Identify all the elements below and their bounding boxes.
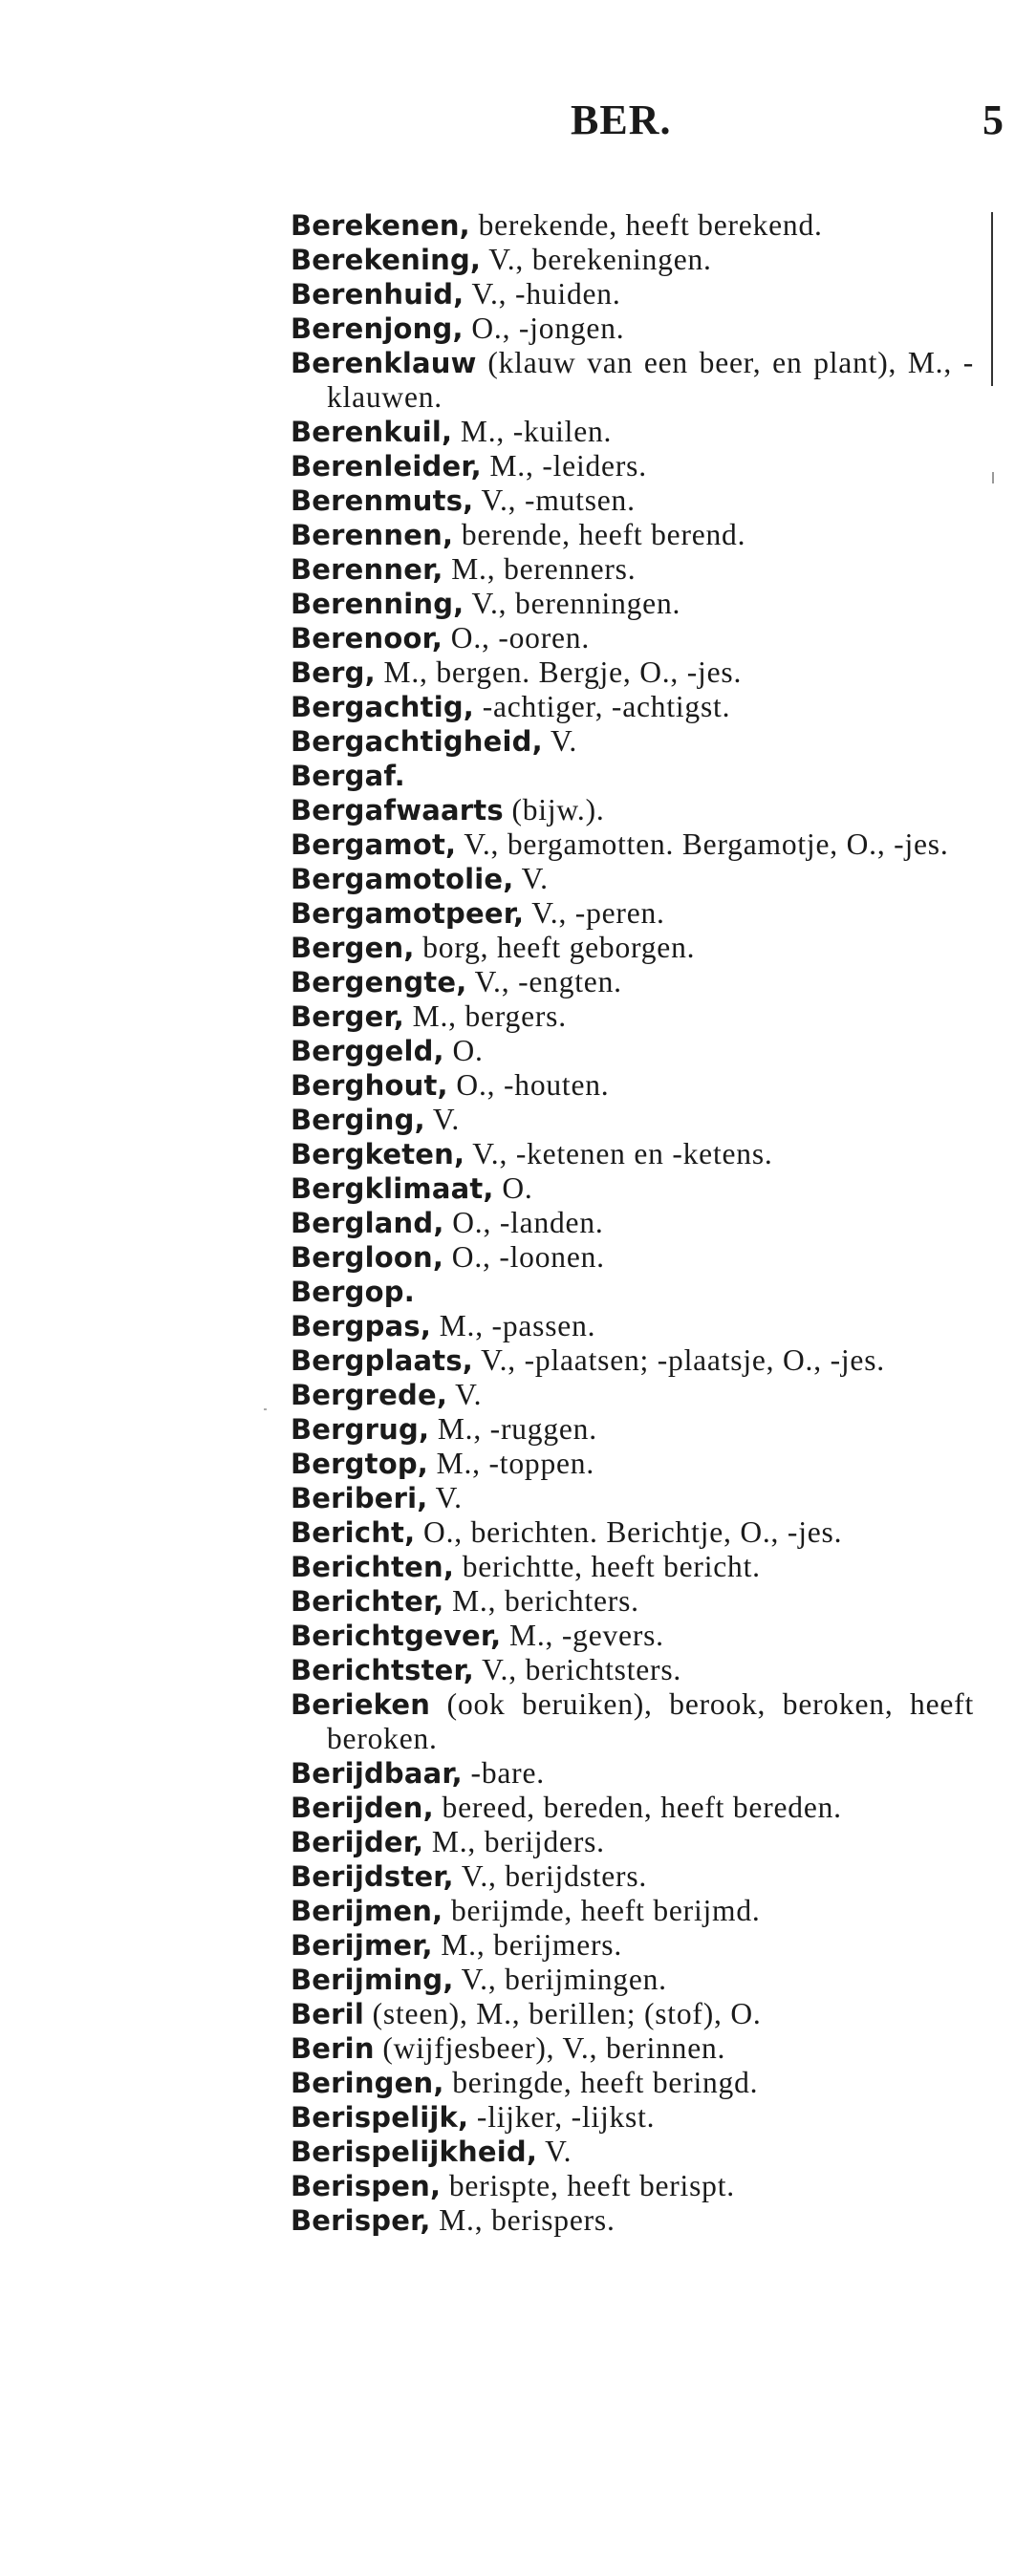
entry-definition: V.	[537, 2135, 572, 2168]
entry-headword: Berichter,	[291, 1585, 444, 1618]
dictionary-entry	[291, 827, 974, 862]
dictionary-entry	[291, 346, 974, 415]
entry-headword: Berispelijkheid,	[291, 2136, 538, 2168]
entry-headword: Bergloon,	[291, 1241, 444, 1274]
dictionary-entry	[291, 208, 974, 243]
entry-definition: bereed, bereden, heeft bereden.	[433, 1791, 842, 1824]
dictionary-entry	[291, 655, 974, 690]
dictionary-entry	[291, 1309, 974, 1343]
entry-definition: V., -peren.	[524, 896, 665, 930]
entry-definition: (klauw van een beer, en plant), M., -klauwen.	[327, 346, 974, 414]
entry-definition: berende, heeft berend.	[453, 518, 746, 551]
dictionary-entry	[291, 277, 974, 311]
entry-definition: O.	[493, 1171, 533, 1205]
entry-headword: Berispelijk,	[291, 2101, 469, 2134]
entry-headword: Bergamotpeer,	[291, 897, 525, 930]
entry-definition: O., berichten. Berichtje, O., -jes.	[415, 1515, 843, 1549]
entry-headword: Bergpas,	[291, 1310, 432, 1342]
entry-definition: V., -engten.	[466, 965, 622, 998]
entry-definition: (ook beruiken), berook, beroken, heeft beroken.	[327, 1687, 974, 1755]
entry-definition: V., berenningen.	[464, 587, 681, 620]
dictionary-entry	[291, 1034, 974, 1068]
dictionary-entry	[291, 793, 974, 827]
entry-headword: Berijdster,	[291, 1860, 454, 1893]
entry-headword: Berging,	[291, 1104, 425, 1136]
entry-headword: Bergachtig,	[291, 691, 475, 723]
entry-headword: Berispen,	[291, 2170, 442, 2202]
entry-headword: Berekening,	[291, 244, 482, 276]
entry-definition: -bare.	[462, 1756, 545, 1790]
dictionary-entry	[291, 1894, 974, 1928]
entry-definition: (wijfjesbeer), V., berinnen.	[374, 2031, 726, 2065]
entry-headword: Berekenen,	[291, 209, 470, 242]
entry-definition: M., berispers.	[430, 2203, 615, 2237]
entry-definition: V., -huiden.	[464, 277, 621, 311]
entry-definition: (bijw.).	[503, 793, 605, 826]
entry-definition: M., berenners.	[443, 552, 637, 586]
dictionary-entry	[291, 621, 974, 655]
entry-definition: berijmde, heeft berijmd.	[443, 1894, 761, 1927]
dictionary-entry	[291, 415, 974, 449]
dictionary-entry	[291, 2031, 974, 2066]
entry-headword: Berijmen,	[291, 1895, 443, 1927]
entry-headword: Bergachtigheid,	[291, 725, 543, 758]
entry-headword: Berichten,	[291, 1551, 455, 1583]
dictionary-entry	[291, 1756, 974, 1791]
entry-definition: beringde, heeft beringd.	[443, 2066, 759, 2099]
entry-definition: V., berichtsters.	[473, 1653, 682, 1686]
entry-headword: Berijden,	[291, 1792, 434, 1824]
entry-headword: Beriberi,	[291, 1482, 428, 1514]
dictionary-entry-list	[291, 208, 974, 2238]
entry-headword: Bergamot,	[291, 828, 457, 861]
entry-headword: Bergaf.	[291, 760, 405, 792]
dictionary-entry	[291, 1859, 974, 1894]
entry-definition: (steen), M., berillen; (stof), O.	[363, 1997, 762, 2030]
dictionary-entry	[291, 1825, 974, 1859]
entry-definition: V.	[427, 1481, 463, 1514]
entry-definition: V.	[424, 1103, 461, 1136]
dictionary-entry	[291, 931, 974, 965]
entry-headword: Berenmuts,	[291, 484, 474, 517]
entry-definition: M., berijders.	[423, 1825, 605, 1858]
entry-headword: Berenklauw	[291, 347, 477, 379]
dictionary-entry	[291, 1653, 974, 1687]
entry-definition: O., -jongen.	[463, 311, 625, 345]
entry-headword: Berenning,	[291, 588, 464, 620]
dictionary-entry	[291, 552, 974, 587]
running-head: BER.	[571, 97, 672, 143]
dictionary-entry	[291, 449, 974, 483]
entry-definition: -achtiger, -achtigst.	[474, 690, 731, 723]
dictionary-entry	[291, 1447, 974, 1481]
entry-definition: berichtte, heeft bericht.	[454, 1550, 761, 1583]
dictionary-entry	[291, 1103, 974, 1137]
dictionary-entry	[291, 2066, 974, 2100]
dictionary-entry	[291, 1997, 974, 2031]
dictionary-entry	[291, 1584, 974, 1619]
dictionary-entry	[291, 1412, 974, 1447]
entry-definition: V., bergamotten. Bergamotje, O., -jes.	[456, 827, 949, 861]
entry-definition: M., berijmers.	[432, 1928, 623, 1962]
dictionary-entry	[291, 896, 974, 931]
dictionary-entry	[291, 724, 974, 759]
dictionary-entry	[291, 311, 974, 346]
entry-definition: M., -toppen.	[428, 1447, 595, 1480]
dictionary-entry	[291, 1343, 974, 1378]
dictionary-entry	[291, 2135, 974, 2169]
dictionary-entry	[291, 759, 974, 793]
entry-definition: O., -ooren.	[443, 621, 591, 655]
entry-headword: Berieken	[291, 1688, 431, 1721]
entry-definition: M., bergen. Bergje, O., -jes.	[375, 655, 743, 689]
dictionary-entry	[291, 1515, 974, 1550]
entry-headword: Bergop.	[291, 1276, 415, 1308]
entry-headword: Berenoor,	[291, 622, 443, 655]
entry-headword: Berenkuil,	[291, 416, 453, 448]
dictionary-entry	[291, 1928, 974, 1963]
dictionary-entry	[291, 1068, 974, 1103]
dictionary-entry	[291, 2100, 974, 2135]
margin-speck	[264, 1408, 267, 1410]
dictionary-entry	[291, 965, 974, 999]
entry-definition: M., -passen.	[431, 1309, 596, 1342]
entry-headword: Berichtster,	[291, 1654, 474, 1686]
entry-headword: Berger,	[291, 1000, 404, 1033]
entry-definition: V., -mutsen.	[473, 483, 636, 517]
entry-definition: M., berichters.	[443, 1584, 639, 1618]
entry-headword: Bergklimaat,	[291, 1172, 494, 1205]
entry-definition: M., -gevers.	[501, 1619, 664, 1652]
dictionary-entry	[291, 1481, 974, 1515]
dictionary-entry	[291, 2169, 974, 2203]
dictionary-entry	[291, 2203, 974, 2238]
entry-definition: O., -landen.	[443, 1206, 604, 1239]
entry-headword: Berijmer,	[291, 1929, 433, 1962]
entry-headword: Berin	[291, 2032, 375, 2065]
dictionary-entry	[291, 1137, 974, 1171]
entry-definition: borg, heeft geborgen.	[414, 931, 696, 964]
entry-definition: V., berijdsters.	[453, 1859, 648, 1893]
entry-headword: Berenner,	[291, 553, 443, 586]
entry-headword: Berichtgever,	[291, 1620, 502, 1652]
entry-definition: berispte, heeft berispt.	[441, 2169, 735, 2202]
entry-definition: O., -loonen.	[443, 1240, 605, 1274]
entry-definition: M., bergers.	[403, 999, 567, 1033]
entry-headword: Berggeld,	[291, 1035, 444, 1067]
entry-headword: Bericht,	[291, 1516, 416, 1549]
dictionary-entry	[291, 1378, 974, 1412]
entry-definition: V.	[542, 724, 578, 758]
dictionary-entry	[291, 518, 974, 552]
entry-definition: -lijker, -lijkst.	[468, 2100, 656, 2134]
entry-headword: Berenleider,	[291, 450, 482, 483]
entry-headword: Beringen,	[291, 2067, 444, 2099]
entry-headword: Bergengte,	[291, 966, 467, 998]
entry-headword: Bergrede,	[291, 1379, 448, 1411]
dictionary-entry	[291, 1275, 974, 1309]
dictionary-entry	[291, 1687, 974, 1756]
entry-headword: Berg,	[291, 656, 376, 689]
entry-headword: Bergamotolie,	[291, 863, 514, 895]
entry-definition: V.	[447, 1378, 483, 1411]
entry-headword: Berenhuid,	[291, 278, 464, 311]
dictionary-entry	[291, 1791, 974, 1825]
entry-definition: O., -houten.	[447, 1068, 610, 1102]
entry-definition: V., berekeningen.	[481, 243, 712, 276]
entry-definition: O.	[443, 1034, 484, 1067]
dictionary-entry	[291, 999, 974, 1034]
entry-definition: V., -plaatsen; -plaatsje, O., -jes.	[473, 1343, 885, 1377]
dictionary-entry	[291, 1550, 974, 1584]
margin-rule	[991, 212, 993, 386]
entry-definition: V., -ketenen en -ketens.	[464, 1137, 773, 1170]
entry-headword: Berijming,	[291, 1964, 454, 1996]
entry-headword: Berennen,	[291, 519, 454, 551]
entry-headword: Bergland,	[291, 1207, 444, 1239]
dictionary-entry	[291, 1206, 974, 1240]
entry-headword: Beril	[291, 1998, 364, 2030]
entry-definition: M., -leiders.	[481, 449, 647, 483]
entry-definition: V.	[513, 862, 549, 895]
dictionary-entry	[291, 243, 974, 277]
entry-headword: Bergketen,	[291, 1138, 465, 1170]
entry-definition: berekende, heeft berekend.	[469, 208, 823, 242]
page-number: 5	[983, 97, 1004, 143]
dictionary-entry	[291, 587, 974, 621]
entry-definition: M., -kuilen.	[452, 415, 613, 448]
dictionary-entry	[291, 690, 974, 724]
entry-headword: Berisper,	[291, 2204, 431, 2237]
entry-definition: V., berijmingen.	[453, 1963, 667, 1996]
dictionary-entry	[291, 1171, 974, 1206]
dictionary-entry	[291, 483, 974, 518]
dictionary-entry	[291, 1963, 974, 1997]
entry-headword: Bergen,	[291, 932, 415, 964]
entry-headword: Berijder,	[291, 1826, 424, 1858]
entry-definition: M., -ruggen.	[429, 1412, 597, 1446]
entry-headword: Bergtop,	[291, 1448, 428, 1480]
page-header	[0, 96, 1015, 153]
dictionary-entry	[291, 1619, 974, 1653]
entry-headword: Berijdbaar,	[291, 1757, 463, 1790]
entry-headword: Berenjong,	[291, 312, 464, 345]
entry-headword: Berghout,	[291, 1069, 448, 1102]
entry-headword: Bergrug,	[291, 1413, 430, 1446]
entry-headword: Bergplaats,	[291, 1344, 474, 1377]
entry-headword: Bergafwaarts	[291, 794, 504, 826]
dictionary-entry	[291, 862, 974, 896]
margin-speck	[992, 472, 994, 483]
dictionary-entry	[291, 1240, 974, 1275]
